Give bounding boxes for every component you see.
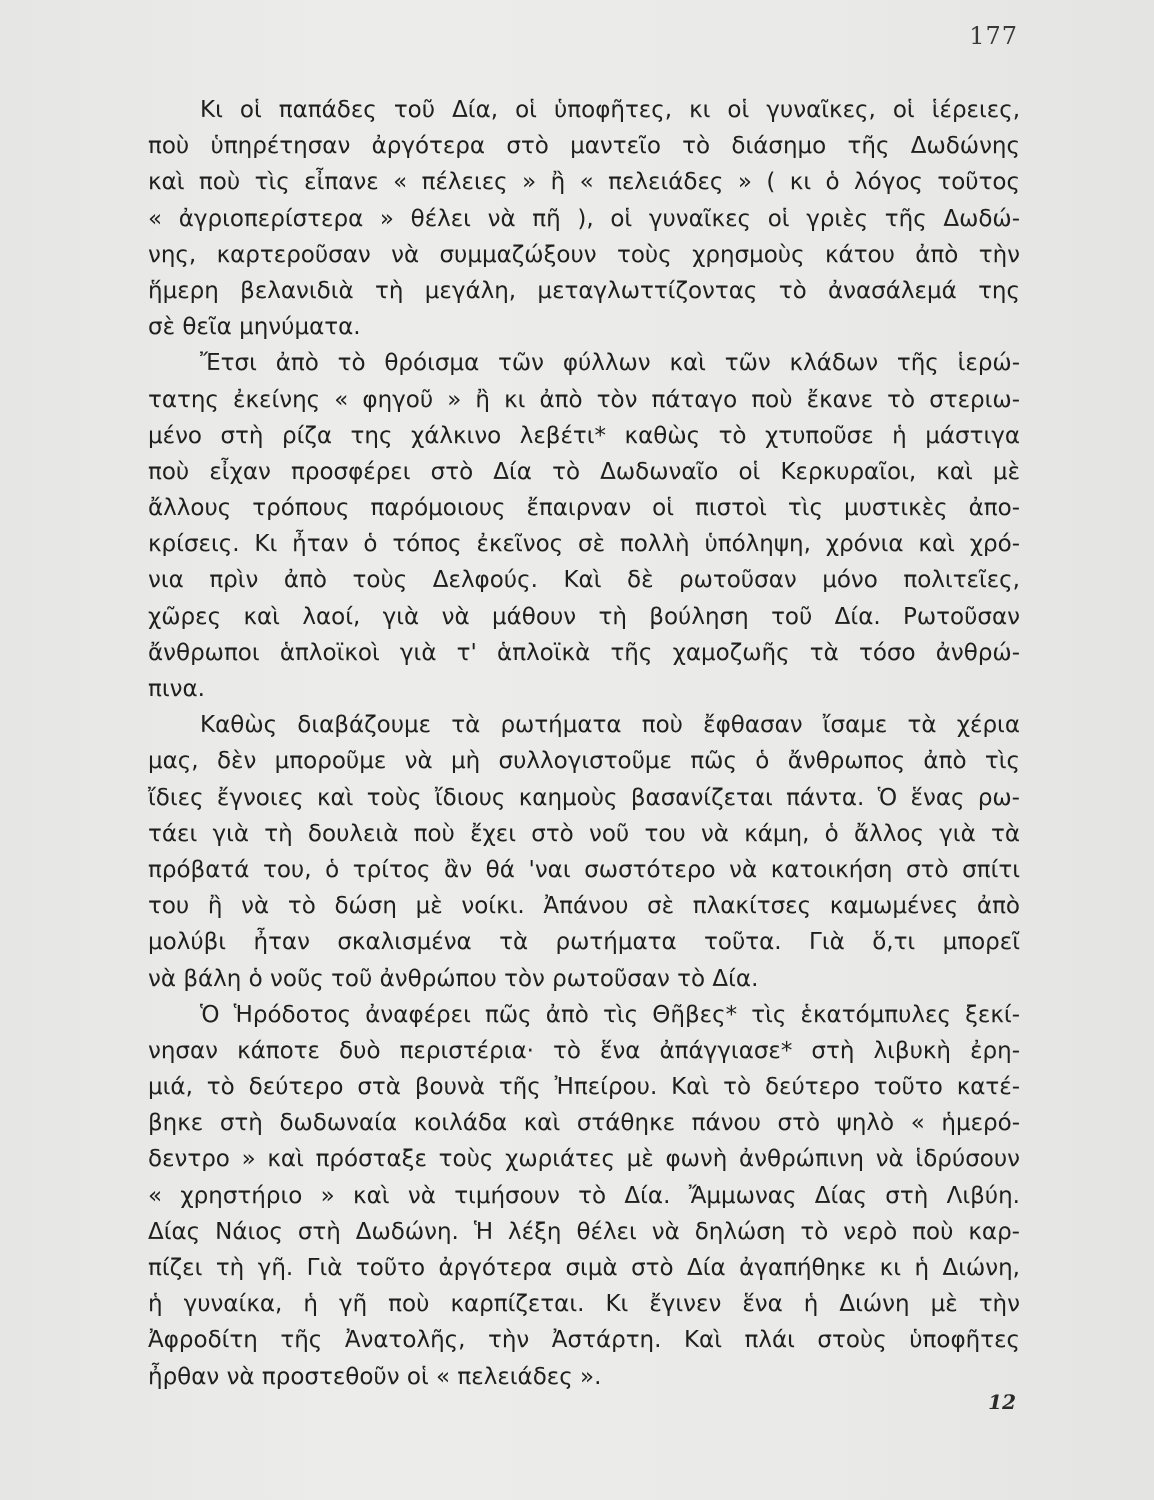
text-line: του ἢ νὰ τὸ δώση μὲ νοίκι. Ἀπάνου σὲ πλακίτσες καμωμένες ἀπὸ (148, 893, 1020, 920)
text-line: πινα. (148, 676, 205, 702)
text-line: χῶρες καὶ λαοί, γιὰ νὰ μάθουν τὴ βούληση τοῦ Δία. Ρωτοῦσαν (148, 603, 1020, 630)
text-line: μένο στὴ ρίζα της χάλκινο λεβέτι* καθὼς τὸ χτυποῦσε ἡ μάστιγα (148, 422, 1020, 449)
text-line: καὶ ποὺ τὶς εἶπανε « πέλειες » ἢ « πελειάδες » ( κι ὁ λόγος τοῦτος (148, 169, 1020, 196)
body-text (148, 92, 1020, 1395)
text-line: Κι οἱ παπάδες τοῦ Δία, οἱ ὑποφῆτες, κι οἱ γυναῖκες, οἱ ἱέρειες, (200, 97, 1020, 123)
text-line: ποὺ ὑπηρέτησαν ἀργότερα στὸ μαντεῖο τὸ διάσημο τῆς Δωδώνης (148, 133, 1020, 160)
text-line: κρίσεις. Κι ἦταν ὁ τόπος ἐκεῖνος σὲ πολλὴ ὑπόληψη, χρόνια καὶ χρό- (148, 531, 1020, 558)
text-line: Ἔτσι ἀπὸ τὸ θρόισμα τῶν φύλλων καὶ τῶν κλάδων τῆς ἱερώ- (200, 350, 1020, 377)
text-line: ἦρθαν νὰ προστεθοῦν οἱ « πελειάδες ». (148, 1363, 602, 1390)
text-line: τάει γιὰ τὴ δουλειὰ ποὺ ἔχει στὸ νοῦ του νὰ κάμη, ὁ ἄλλος γιὰ τὰ (148, 820, 1020, 847)
text-line: μας, δὲν μποροῦμε νὰ μὴ συλλογιστοῦμε πῶς ὁ ἄνθρωπος ἀπὸ τὶς (148, 748, 1020, 775)
text-line: νὰ βάλη ὁ νοῦς τοῦ ἀνθρώπου τὸν ρωτοῦσαν τὸ Δία. (148, 965, 759, 992)
text-line: μολύβι ἦταν σκαλισμένα τὰ ρωτήματα τοῦτα. Γιὰ ὅ,τι μπορεῖ (148, 929, 1020, 956)
paragraph-1 (148, 92, 1020, 345)
text-line: Ἀφροδίτη τῆς Ἀνατολῆς, τὴν Ἀστάρτη. Καὶ πλάι στοὺς ὑποφῆτες (148, 1327, 1020, 1354)
text-line: σὲ θεῖα μηνύματα. (148, 314, 361, 341)
signature-number: 12 (988, 1390, 1016, 1414)
text-line: νης, καρτεροῦσαν νὰ συμμαζώξουν τοὺς χρησμοὺς κάτου ἀπὸ τὴν (148, 241, 1020, 268)
paragraph-3 (148, 707, 1020, 997)
text-line: Καθὼς διαβάζουμε τὰ ρωτήματα ποὺ ἔφθασαν ἴσαμε τὰ χέρια (200, 712, 1020, 739)
text-line: μιά, τὸ δεύτερο στὰ βουνὰ τῆς Ἠπείρου. Καὶ τὸ δεύτερο τοῦτο κατέ- (148, 1074, 1020, 1101)
text-line: τατης ἐκείνης « φηγοῦ » ἢ κι ἀπὸ τὸν πάταγο ποὺ ἔκανε τὸ στεριω- (148, 386, 1020, 413)
text-line: βηκε στὴ δωδωναία κοιλάδα καὶ στάθηκε πάνου στὸ ψηλὸ « ἡμερό- (148, 1110, 1020, 1137)
page-number: 177 (969, 22, 1018, 50)
text-line: ἴδιες ἔγνοιες καὶ τοὺς ἴδιους καημοὺς βασανίζεται πάντα. Ὁ ἕνας ρω- (148, 784, 1020, 811)
text-line: νησαν κάποτε δυὸ περιστέρια· τὸ ἕνα ἀπάγγιασε* στὴ λιβυκὴ ἐρη- (148, 1037, 1020, 1064)
text-line: πίζει τὴ γῆ. Γιὰ τοῦτο ἀργότερα σιμὰ στὸ Δία ἀγαπήθηκε κι ἡ Διώνη, (148, 1255, 1020, 1281)
text-line: « ἀγριοπερίστερα » θέλει νὰ πῆ ), οἱ γυναῖκες οἱ γριὲς τῆς Δωδώ- (148, 205, 1020, 232)
text-line: ἡ γυναίκα, ἡ γῆ ποὺ καρπίζεται. Κι ἔγινεν ἕνα ἡ Διώνη μὲ τὴν (148, 1291, 1020, 1318)
text-line: πρόβατά του, ὁ τρίτος ἂν θά 'ναι σωστότερο νὰ κατοικήση στὸ σπίτι (148, 856, 1020, 883)
text-line: « χρηστήριο » καὶ νὰ τιμήσουν τὸ Δία. Ἄμμωνας Δίας στὴ Λιβύη. (148, 1182, 1020, 1209)
text-line: ἥμερη βελανιδιὰ τὴ μεγάλη, μεταγλωττίζοντας τὸ ἀνασάλεμά της (148, 277, 1020, 304)
text-line: νια πρὶν ἀπὸ τοὺς Δελφούς. Καὶ δὲ ρωτοῦσαν μόνο πολιτεῖες, (148, 567, 1020, 594)
text-line: ἄλλους τρόπους παρόμοιους ἔπαιρναν οἱ πιστοὶ τὶς μυστικὲς ἀπο- (148, 495, 1020, 522)
text-line: δεντρο » καὶ πρόσταξε τοὺς χωριάτες μὲ φωνὴ ἀνθρώπινη νὰ ἱδρύσουν (148, 1146, 1020, 1173)
paragraph-2 (148, 345, 1020, 707)
paragraph-4 (148, 997, 1020, 1395)
text-line: Ὁ Ἡρόδοτος ἀναφέρει πῶς ἀπὸ τὶς Θῆβες* τὶς ἑκατόμπυλες ξεκί- (200, 1001, 1020, 1028)
text-line: ἄνθρωποι ἁπλοϊκοὶ γιὰ τ' ἁπλοϊκὰ τῆς χαμοζωῆς τὰ τόσο ἀνθρώ- (148, 639, 1020, 666)
text-line: Δίας Νάιος στὴ Δωδώνη. Ἡ λέξη θέλει νὰ δηλώση τὸ νερὸ ποὺ καρ- (148, 1218, 1020, 1245)
text-line: ποὺ εἶχαν προσφέρει στὸ Δία τὸ Δωδωναῖο οἱ Κερκυραῖοι, καὶ μὲ (148, 458, 1020, 485)
